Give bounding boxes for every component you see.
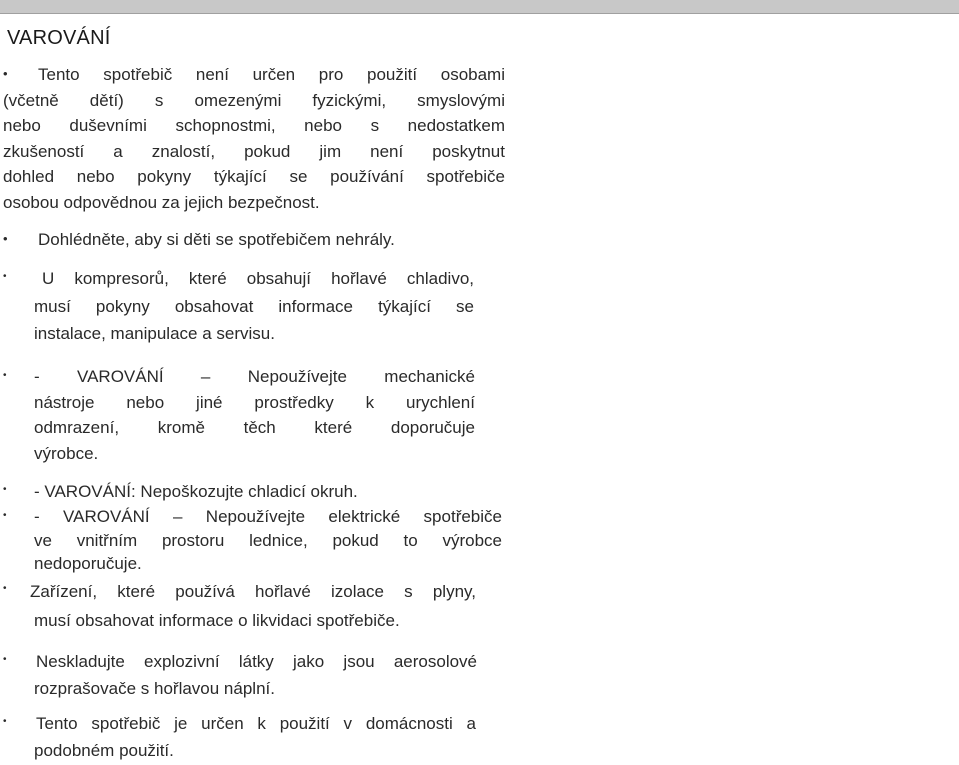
item-line: - VAROVÁNÍ – Nepoužívejte mechanické [34, 367, 475, 386]
item-line: podobném použití. [34, 741, 174, 760]
bullet-icon: • [3, 271, 7, 282]
bullet-icon: • [3, 484, 7, 495]
bullet-icon: • [3, 583, 7, 594]
item-line: výrobce. [34, 444, 99, 464]
item-line: zkušeností a znalostí, pokud jim není poskytnut [3, 141, 505, 161]
bullet-icon: • [3, 510, 7, 521]
item-line: instalace, manipulace a servisu. [34, 324, 275, 343]
item-line: odmrazení, kromě těch které doporučuje [34, 418, 475, 438]
item-line: Zařízení, které používá hořlavé izolace s plyny, [30, 582, 476, 601]
warning-item [3, 364, 475, 467]
bullet-icon: • [3, 66, 8, 81]
item-line: nástroje nebo jiné prostředky k urychlení [34, 392, 475, 412]
bullet-icon: • [3, 370, 7, 381]
item-line: - VAROVÁNÍ – Nepoužívejte elektrické spotřebiče [34, 507, 502, 526]
warning-item [3, 505, 502, 576]
item-line: Tento spotřebič je určen k použití v domácnosti a [36, 714, 476, 733]
bullet-icon: • [3, 231, 8, 246]
item-line: rozprašovače s hořlavou náplní. [34, 679, 275, 698]
bullet-icon: • [3, 716, 7, 727]
warning-item [3, 710, 476, 764]
warning-item [3, 227, 505, 252]
item-line: - VAROVÁNÍ: Nepoškozujte chladicí okruh. [34, 482, 358, 501]
item-line: Tento spotřebič není určen pro použití osobami [38, 65, 505, 84]
item-line: musí obsahovat informace o likvidaci spotřebiče. [34, 611, 400, 630]
item-line: Dohlédněte, aby si děti se spotřebičem nehrály. [38, 230, 395, 249]
item-line: U kompresorů, které obsahují hořlavé chladivo, [42, 269, 474, 288]
warning-item [3, 479, 494, 504]
item-line: Neskladujte explozivní látky jako jsou aerosolové [36, 652, 477, 671]
top-rule [0, 0, 959, 14]
warning-item [3, 62, 505, 216]
item-line: dohled nebo pokyny týkající se používání spotřebiče [3, 167, 505, 187]
warning-item [3, 265, 474, 348]
item-line: (včetně dětí) s omezenými fyzickými, smyslovými [3, 90, 505, 110]
item-line: nebo duševními schopnostmi, nebo s nedostatkem [3, 116, 505, 136]
warning-heading: VAROVÁNÍ [7, 27, 111, 49]
warning-item [3, 648, 477, 702]
item-line: nedoporučuje. [34, 554, 142, 573]
item-line: musí pokyny obsahovat informace týkající se [34, 296, 474, 316]
warning-item [3, 577, 476, 635]
bullet-icon: • [3, 654, 7, 665]
item-line: ve vnitřním prostoru lednice, pokud to výrobce [34, 530, 502, 550]
item-line: osobou odpovědnou za jejich bezpečnost. [3, 192, 320, 212]
